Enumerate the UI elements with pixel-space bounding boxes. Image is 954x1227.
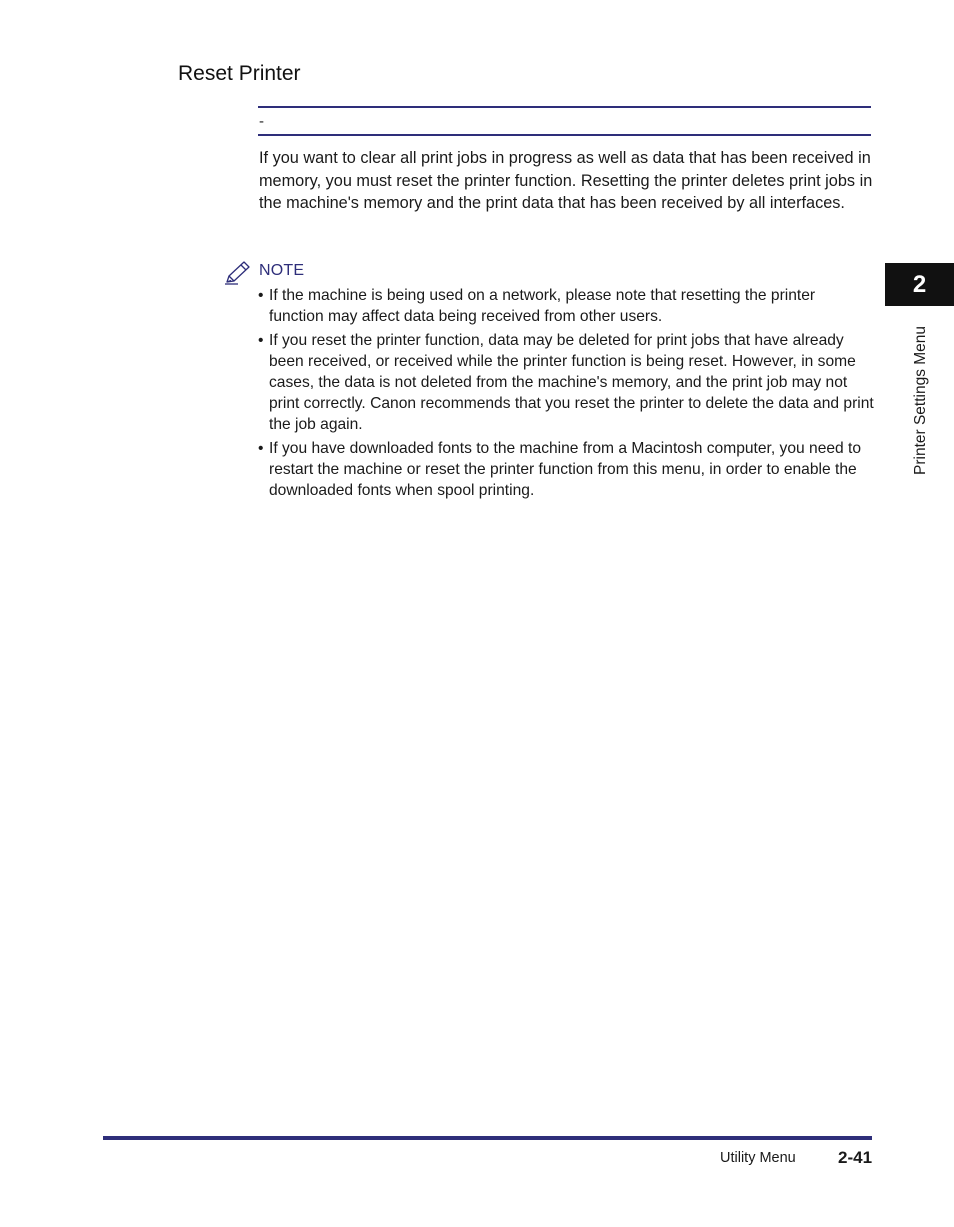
bullet: • (258, 440, 264, 457)
note-item-text: If you reset the printer function, data may be deleted for print jobs that have already been received, or received while the printer function is being reset. However, in some cases, the data is not deleted from the machine's memory, and the print job may not print correctly. Canon recommends that you reset the printer to delete the data and print the job again. (269, 332, 874, 433)
footer-rule (103, 1136, 872, 1140)
note-list (258, 285, 874, 504)
setting-value: - (259, 113, 264, 130)
note-item (258, 330, 874, 435)
note-item (258, 438, 874, 501)
footer-section-name: Utility Menu (720, 1150, 796, 1166)
chapter-number-tab: 2 (885, 263, 954, 306)
setting-value-box (258, 106, 871, 136)
note-item (258, 285, 874, 327)
intro-paragraph: If you want to clear all print jobs in progress as well as data that has been received in memory, you must reset the printer function. Resetting the printer deletes print jobs in the machine's memory and the print data that has been received by all interfaces. (259, 149, 873, 213)
chapter-label: Printer Settings Menu (912, 325, 929, 475)
section-title: Reset Printer (178, 62, 301, 85)
note-label: NOTE (259, 262, 305, 279)
bullet: • (258, 332, 264, 349)
note-item-text: If you have downloaded fonts to the machine from a Macintosh computer, you need to restart the machine or reset the printer function from this menu, in order to enable the downloaded fonts when spool printing. (269, 440, 862, 499)
note-item-text: If the machine is being used on a network, please note that resetting the printer function may affect data being received from other users. (269, 287, 816, 325)
page-number: 2-41 (838, 1148, 873, 1167)
pencil-icon (224, 259, 252, 285)
bullet: • (258, 287, 264, 304)
